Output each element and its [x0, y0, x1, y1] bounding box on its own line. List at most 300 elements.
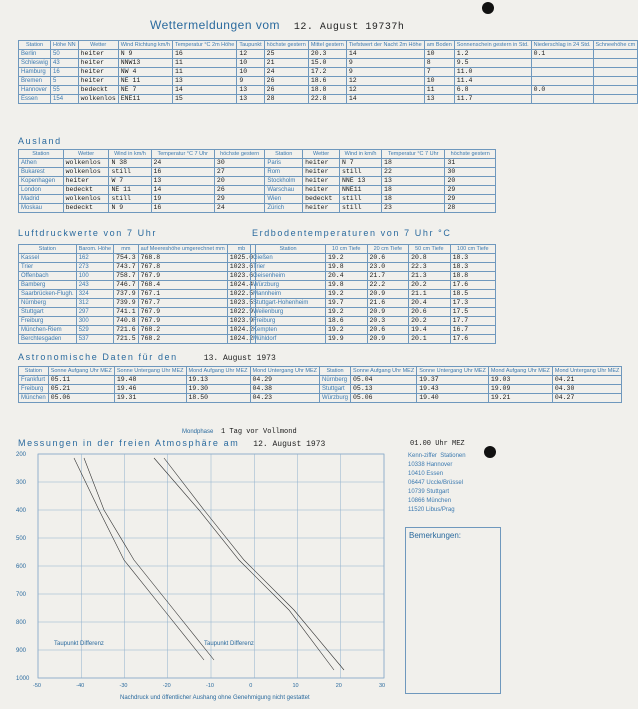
aus-cell: Kopenhagen: [19, 177, 64, 186]
erd-cell: 19.2: [326, 290, 368, 299]
aus-cell: wolkenlos: [63, 195, 109, 204]
de-cell: 15.0: [308, 59, 346, 68]
astro-col-4: Mond Untergang Uhr MEZ: [250, 367, 320, 376]
erd-cell: 21.1: [409, 290, 451, 299]
erd-cell: 20.6: [409, 308, 451, 317]
de-cell: 26: [264, 77, 308, 86]
astro-cell: 19.48: [114, 376, 186, 385]
luft-cell: 743.7: [114, 263, 139, 272]
aus-cell: still: [340, 195, 382, 204]
de-cell: heiter: [78, 77, 118, 86]
aerology-diagram: [14, 450, 402, 692]
astro-col-0: Station: [320, 367, 351, 376]
temp-tick-label: 0: [249, 683, 253, 689]
erd-cell: 16.7: [450, 326, 495, 335]
pressure-tick-label: 700: [16, 592, 27, 598]
erd-row: [251, 290, 496, 299]
aus-col-4: höchste gestern: [445, 150, 496, 159]
luft-cell: 741.1: [114, 308, 139, 317]
erd-cell: 20.9: [367, 290, 409, 299]
station-list-item: [408, 461, 466, 470]
de-cell: 28: [264, 95, 308, 104]
astro-cell: München: [19, 394, 49, 403]
de-cell: 11.4: [454, 77, 531, 86]
aus-cell: N 7: [340, 159, 382, 168]
pressure-title: Luftdruckwerte von 7 Uhr: [18, 228, 157, 238]
de-cell: 0.1: [531, 50, 593, 59]
astro-table: [18, 366, 622, 403]
astro-cell: 18.50: [186, 394, 250, 403]
de-cell: Bremen: [19, 77, 51, 86]
luft-cell: 1023.9: [227, 317, 255, 326]
aus-cell: heiter: [303, 177, 340, 186]
aus-row: [19, 159, 496, 168]
luft-cell: 758.7: [114, 272, 139, 281]
aus-cell: Warschau: [265, 186, 303, 195]
de-cell: [593, 50, 638, 59]
erd-row: [251, 317, 496, 326]
aus-cell: 23: [382, 204, 445, 213]
station-code: 10739: [408, 489, 425, 495]
erd-col-4: 100 cm Tiefe: [450, 245, 495, 254]
aus-row: [19, 204, 496, 213]
aus-col-3: Temperatur °C 7 Uhr: [382, 150, 445, 159]
luft-cell: Berchtesgaden: [19, 335, 77, 344]
luft-cell: 1024.4: [227, 281, 255, 290]
luft-cell: 1025.0: [227, 254, 255, 263]
aus-row: [19, 186, 496, 195]
ausland-title: Ausland: [18, 136, 62, 146]
erd-cell: 18.6: [326, 317, 368, 326]
astro-cell: 19.43: [417, 385, 489, 394]
luft-cell: 100: [76, 272, 113, 281]
luft-cell: 1023.6: [227, 263, 255, 272]
luft-col-1: Barom. Höhe: [76, 245, 113, 254]
taupunkt-label-left: Taupunkt Differenz: [54, 641, 104, 647]
luft-cell: 1022.9: [227, 308, 255, 317]
erd-cell: 19.7: [326, 299, 368, 308]
erd-cell: 18.5: [450, 290, 495, 299]
de-col-1: Höhe NN: [51, 41, 79, 50]
de-cell: [531, 77, 593, 86]
erd-cell: 20.2: [409, 281, 451, 290]
astro-col-2: Sonne Untergang Uhr MEZ: [114, 367, 186, 376]
erd-cell: 20.8: [409, 254, 451, 263]
erd-cell: 20.3: [367, 317, 409, 326]
station-list-header: Kenn-ziffer Stationen: [408, 453, 466, 459]
de-cell: 17.2: [308, 68, 346, 77]
de-cell: Essen: [19, 95, 51, 104]
aus-cell: 14: [151, 186, 214, 195]
de-cell: 11.0: [454, 68, 531, 77]
astro-cell: 19.13: [186, 376, 250, 385]
de-cell: [593, 77, 638, 86]
de-cell: 5: [51, 77, 79, 86]
de-cell: 6.8: [454, 86, 531, 95]
aus-cell: 24: [151, 159, 214, 168]
erd-cell: Gießen: [251, 254, 326, 263]
de-cell: 13: [172, 77, 236, 86]
erd-cell: 19.8: [326, 263, 368, 272]
station-list: [408, 452, 466, 513]
aus-cell: Paris: [265, 159, 303, 168]
erd-row: [251, 326, 496, 335]
de-col-7: Mittel gestern: [308, 41, 346, 50]
de-cell: 9: [346, 59, 424, 68]
luft-row: [19, 272, 256, 281]
luft-row: [19, 263, 256, 272]
astro-cell: 04.21: [552, 376, 622, 385]
aus-cell: 22: [382, 168, 445, 177]
de-cell: NNW13: [118, 59, 172, 68]
erd-col-3: 50 cm Tiefe: [409, 245, 451, 254]
de-cell: 9.5: [454, 59, 531, 68]
luft-col-2: mm: [114, 245, 139, 254]
de-cell: [531, 68, 593, 77]
de-row: [19, 86, 638, 95]
de-cell: 12: [346, 86, 424, 95]
aus-cell: 26: [214, 186, 264, 195]
de-cell: 0.0: [531, 86, 593, 95]
de-cell: bedeckt: [78, 86, 118, 95]
erd-cell: 18.8: [450, 272, 495, 281]
de-header-row: [19, 41, 638, 50]
luft-col-0: Station: [19, 245, 77, 254]
aus-cell: W 7: [109, 177, 151, 186]
luft-cell: 721.5: [114, 335, 139, 344]
aus-cell: 31: [445, 159, 496, 168]
pressure-tick-label: 300: [16, 480, 27, 486]
de-cell: Berlin: [19, 50, 51, 59]
de-cell: wolkenlos: [78, 95, 118, 104]
temp-tick-label: 20: [335, 683, 342, 689]
astro-cell: 19.31: [114, 394, 186, 403]
aus-cell: bedeckt: [303, 195, 340, 204]
astro-col-4: Mond Untergang Uhr MEZ: [552, 367, 622, 376]
erd-col-1: 10 cm Tiefe: [326, 245, 368, 254]
aus-cell: heiter: [63, 177, 109, 186]
de-cell: 25: [264, 50, 308, 59]
aus-col-2: Wind in km/h: [340, 150, 382, 159]
astro-col-3: Mond Aufgang Uhr MEZ: [488, 367, 552, 376]
aus-cell: 29: [214, 195, 264, 204]
aus-cell: still: [340, 204, 382, 213]
erd-cell: 20.6: [367, 254, 409, 263]
de-cell: 11.7: [454, 95, 531, 104]
aus-cell: Zürich: [265, 204, 303, 213]
de-cell: [593, 59, 638, 68]
aus-cell: 16: [151, 168, 214, 177]
erd-cell: Mannheim: [251, 290, 326, 299]
luft-row: [19, 335, 256, 344]
foreign-table: [18, 149, 496, 213]
astro-cell: 19.03: [488, 376, 552, 385]
astro-cell: 19.21: [488, 394, 552, 403]
punch-hole-top: [482, 2, 494, 14]
soil-table: [250, 244, 496, 344]
astro-col-1: Sonne Aufgang Uhr MEZ: [351, 367, 417, 376]
aus-cell: 30: [445, 168, 496, 177]
aus-cell: 29: [445, 186, 496, 195]
astro-cell: 19.46: [114, 385, 186, 394]
de-col-8: Tiefstwert der Nacht 2m Höhe: [346, 41, 424, 50]
erd-cell: Mühldorf: [251, 335, 326, 344]
erd-cell: 17.7: [450, 317, 495, 326]
astro-col-0: Station: [19, 367, 49, 376]
temperature-curve: [154, 458, 334, 670]
erd-cell: Geisenheim: [251, 272, 326, 281]
luft-cell: 767.7: [138, 299, 227, 308]
de-cell: 10: [424, 50, 454, 59]
erd-cell: 20.9: [367, 308, 409, 317]
de-cell: 8: [424, 59, 454, 68]
erd-cell: 19.8: [326, 281, 368, 290]
temp-tick-label: -10: [206, 683, 214, 689]
de-col-4: Temperatur °C 2m Höhe: [172, 41, 236, 50]
de-row: [19, 77, 638, 86]
astro-col-1: Sonne Aufgang Uhr MEZ: [48, 367, 114, 376]
luft-cell: 162: [76, 254, 113, 263]
station-list-item: [408, 488, 466, 497]
astro-cell: 04.23: [250, 394, 320, 403]
de-cell: Hamburg: [19, 68, 51, 77]
station-name: München: [426, 498, 452, 504]
luft-row: [19, 317, 256, 326]
luft-row: [19, 254, 256, 263]
de-col-11: Niederschlag in 24 Std.: [531, 41, 593, 50]
erd-cell: Kempten: [251, 326, 326, 335]
aus-cell: 20: [214, 177, 264, 186]
luft-cell: 737.9: [114, 290, 139, 299]
luft-row: [19, 326, 256, 335]
astro-cell: Nürnberg: [320, 376, 351, 385]
de-cell: 13: [237, 95, 264, 104]
luft-cell: 300: [76, 317, 113, 326]
astro-cell: 19.30: [186, 385, 250, 394]
aus-cell: 16: [151, 204, 214, 213]
de-cell: 16: [51, 68, 79, 77]
luft-cell: Trier: [19, 263, 77, 272]
erd-cell: 20.2: [409, 317, 451, 326]
luft-cell: 768.2: [138, 335, 227, 344]
astro-cell: 04.30: [552, 385, 622, 394]
luft-cell: 273: [76, 263, 113, 272]
luft-cell: 312: [76, 299, 113, 308]
astro-cell: 05.21: [48, 385, 114, 394]
luft-row: [19, 308, 256, 317]
erd-cell: 19.4: [409, 326, 451, 335]
de-cell: 43: [51, 59, 79, 68]
temp-tick-label: -20: [162, 683, 171, 689]
erd-row: [251, 299, 496, 308]
luft-cell: 297: [76, 308, 113, 317]
de-cell: 1.2: [454, 50, 531, 59]
aus-cell: NNE11: [340, 186, 382, 195]
aus-header-row: [19, 150, 496, 159]
aus-cell: N 38: [109, 159, 151, 168]
de-cell: Hannover: [19, 86, 51, 95]
aus-cell: heiter: [303, 204, 340, 213]
aus-cell: 20: [445, 177, 496, 186]
astro-cell: 19.40: [417, 394, 489, 403]
aus-cell: Rom: [265, 168, 303, 177]
de-cell: 14: [346, 95, 424, 104]
aus-cell: NE 11: [109, 186, 151, 195]
aus-cell: 18: [382, 159, 445, 168]
luft-row: [19, 299, 256, 308]
luft-cell: 767.9: [138, 308, 227, 317]
erd-cell: Stuttgart-Hohenheim: [251, 299, 326, 308]
erd-cell: Weilenburg: [251, 308, 326, 317]
de-row: [19, 50, 638, 59]
station-name: Uccle/Brüssel: [426, 480, 464, 486]
station-name: Libus/Prag: [425, 507, 455, 513]
erd-cell: 20.4: [326, 272, 368, 281]
de-cell: 13: [424, 95, 454, 104]
astro-cell: Freiburg: [19, 385, 49, 394]
luft-cell: Offenbach: [19, 272, 77, 281]
astro-cell: 04.29: [250, 376, 320, 385]
pressure-tick-label: 900: [16, 648, 27, 654]
astro-header-row: [19, 367, 622, 376]
astro-cell: Würzburg: [320, 394, 351, 403]
astro-cell: 05.04: [351, 376, 417, 385]
temperature-curve: [74, 458, 204, 660]
luft-cell: 767.9: [138, 272, 227, 281]
de-col-10: Sonnenschein gestern in Std.: [454, 41, 531, 50]
aus-cell: wolkenlos: [63, 168, 109, 177]
aus-cell: wolkenlos: [63, 159, 109, 168]
temperature-curve: [84, 458, 214, 660]
erd-row: [251, 272, 496, 281]
temp-tick-label: 30: [379, 683, 386, 689]
de-cell: 12: [237, 50, 264, 59]
soil-title: Erdbodentemperaturen von 7 Uhr °C: [252, 228, 452, 238]
aus-cell: still: [340, 168, 382, 177]
luft-cell: 746.7: [114, 281, 139, 290]
erd-row: [251, 308, 496, 317]
de-cell: ENE11: [118, 95, 172, 104]
de-cell: 10: [237, 68, 264, 77]
aus-cell: still: [109, 168, 151, 177]
erd-cell: 18.3: [450, 263, 495, 272]
de-cell: [593, 95, 638, 104]
temp-tick-label: 10: [292, 683, 299, 689]
luft-cell: 324: [76, 290, 113, 299]
aus-row: [19, 177, 496, 186]
luft-cell: Saarbrücken-Flugh.: [19, 290, 77, 299]
luft-cell: 529: [76, 326, 113, 335]
erd-cell: 17.3: [450, 299, 495, 308]
aus-cell: Madrid: [19, 195, 64, 204]
luft-cell: 537: [76, 335, 113, 344]
temp-tick-label: -40: [76, 683, 85, 689]
aus-cell: London: [19, 186, 64, 195]
de-cell: 20.3: [308, 50, 346, 59]
station-list-item: [408, 479, 466, 488]
de-cell: [593, 86, 638, 95]
pressure-tick-label: 500: [16, 536, 27, 542]
aus-cell: 27: [214, 168, 264, 177]
aus-cell: bedeckt: [63, 186, 109, 195]
de-cell: 9: [237, 77, 264, 86]
erd-cell: 20.1: [409, 335, 451, 344]
luft-cell: Freiburg: [19, 317, 77, 326]
de-cell: 14: [346, 50, 424, 59]
astro-cell: 05.06: [351, 394, 417, 403]
aus-cell: 19: [151, 195, 214, 204]
de-col-9: am Boden: [424, 41, 454, 50]
footer-note: Nachdruck und öffentlicher Aushang ohne Genehmigung nicht gestattet: [120, 695, 310, 701]
aus-cell: 30: [214, 159, 264, 168]
erd-row: [251, 281, 496, 290]
de-cell: 21: [264, 59, 308, 68]
aus-cell: 18: [382, 195, 445, 204]
de-cell: [531, 95, 593, 104]
astro-row: [19, 394, 622, 403]
aus-col-1: Wetter: [303, 150, 340, 159]
de-cell: 10: [237, 59, 264, 68]
luft-cell: 767.1: [138, 290, 227, 299]
de-cell: 13: [237, 86, 264, 95]
moonphase: Mondphase 1 Tag vor Vollmond: [182, 428, 297, 436]
aus-cell: Moskau: [19, 204, 64, 213]
luft-row: [19, 281, 256, 290]
astro-cell: 04.27: [552, 394, 622, 403]
de-cell: 14: [172, 86, 236, 95]
station-list-rows: [408, 461, 466, 513]
luft-col-3: auf Meereshöhe umgerechnet mm: [138, 245, 227, 254]
de-cell: 18.8: [308, 86, 346, 95]
astro-cell: 05.13: [351, 385, 417, 394]
erd-cell: 20.6: [367, 326, 409, 335]
de-cell: 16: [172, 50, 236, 59]
aus-col-1: Wetter: [63, 150, 109, 159]
pressure-tick-label: 400: [16, 508, 27, 514]
erd-cell: 17.6: [450, 281, 495, 290]
de-cell: 11: [172, 68, 236, 77]
station-code: 11520: [408, 507, 425, 513]
erd-row: [251, 263, 496, 272]
luft-cell: 754.3: [114, 254, 139, 263]
pressure-tick-label: 800: [16, 620, 27, 626]
punch-hole-bottom: [484, 446, 496, 458]
erd-col-2: 20 cm Tiefe: [367, 245, 409, 254]
astro-cell: Frankfurt: [19, 376, 49, 385]
de-col-12: Schneehöhe cm: [593, 41, 638, 50]
station-name: Hannover: [426, 462, 453, 468]
aus-row: [19, 195, 496, 204]
station-name: Stuttgart: [426, 489, 450, 495]
erd-cell: 21.6: [367, 299, 409, 308]
astro-col-2: Sonne Untergang Uhr MEZ: [417, 367, 489, 376]
aus-col-2: Wind in km/h: [109, 150, 151, 159]
luft-cell: Stuttgart: [19, 308, 77, 317]
temp-tick-label: -50: [33, 683, 41, 689]
luft-cell: 1023.6: [227, 272, 255, 281]
astro-cell: Stuttgart: [320, 385, 351, 394]
luft-cell: 768.2: [138, 326, 227, 335]
de-cell: [593, 68, 638, 77]
de-cell: 9: [346, 68, 424, 77]
erd-cell: 20.4: [409, 299, 451, 308]
aus-cell: Bukarest: [19, 168, 64, 177]
erd-header-row: [251, 245, 496, 254]
astro-row: [19, 385, 622, 394]
luft-cell: 1024.2: [227, 326, 255, 335]
luft-cell: 1022.5: [227, 290, 255, 299]
pressure-tick-label: 200: [16, 452, 27, 458]
